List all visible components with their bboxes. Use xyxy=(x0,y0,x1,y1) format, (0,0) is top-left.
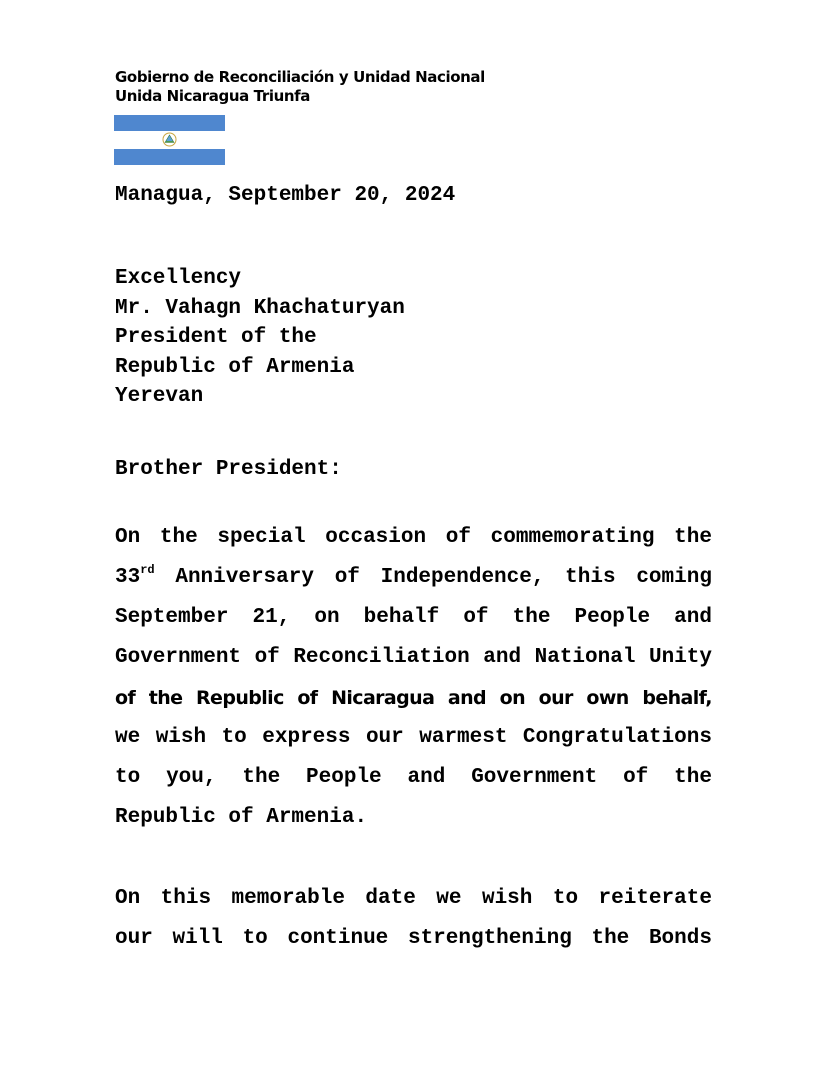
word: of xyxy=(115,687,136,709)
body-paragraph-2 xyxy=(115,879,712,959)
word: the xyxy=(242,766,281,789)
word: date xyxy=(365,887,416,910)
paragraph-line xyxy=(115,678,712,718)
paragraph-line xyxy=(115,518,712,558)
word: the xyxy=(674,766,712,789)
address-line: Mr. Vahagn Khachaturyan xyxy=(115,296,405,320)
word: we xyxy=(436,887,462,910)
word: this xyxy=(565,566,616,589)
paragraph-line xyxy=(115,638,712,678)
word: express xyxy=(262,726,351,749)
paragraph-line xyxy=(115,758,712,798)
word: of xyxy=(297,687,318,709)
word: to xyxy=(221,726,247,749)
word: on xyxy=(499,687,526,709)
word: the xyxy=(159,526,198,549)
word: and xyxy=(483,646,522,669)
word: on xyxy=(314,606,340,629)
address-line: Excellency xyxy=(115,267,242,290)
word: of xyxy=(254,646,280,669)
word: People xyxy=(574,606,651,629)
word: 21, xyxy=(252,606,291,629)
word: of xyxy=(445,526,471,549)
word: coming xyxy=(636,566,712,589)
word: the xyxy=(148,687,183,709)
word: Congratulations xyxy=(522,726,712,749)
paragraph-line xyxy=(115,718,712,758)
ordinal-suffix: rd xyxy=(140,563,155,577)
letterhead-motto: Unida Nicaragua Triunfa xyxy=(115,87,310,105)
letterhead xyxy=(115,68,485,106)
letterhead-government-name: Gobierno de Reconciliación y Unidad Nacional xyxy=(115,68,485,86)
nicaragua-flag-icon xyxy=(114,115,225,165)
word: Bonds xyxy=(648,927,712,950)
word: behalf xyxy=(363,606,440,629)
word: September xyxy=(115,606,229,629)
word: Unity xyxy=(648,646,712,669)
word: the xyxy=(512,606,551,629)
paragraph-line xyxy=(115,598,712,638)
word: Reconciliation xyxy=(293,646,470,669)
paragraph-line: Republic of Armenia. xyxy=(115,806,368,829)
word: our xyxy=(115,927,153,950)
paragraph-line xyxy=(115,879,712,919)
word: continue xyxy=(287,927,389,950)
recipient-address xyxy=(115,264,405,412)
word: of xyxy=(623,766,649,789)
word: to xyxy=(242,927,268,950)
paragraph-line xyxy=(115,558,712,598)
word: strengthening xyxy=(407,927,572,950)
word: People xyxy=(306,766,382,789)
flag-bottom-band xyxy=(114,149,225,165)
address-line: President of the xyxy=(115,326,317,349)
word: and xyxy=(674,606,712,629)
word: Independence, xyxy=(380,566,545,589)
address-line: Republic of Armenia xyxy=(115,355,355,379)
letter-date: Managua, September 20, 2024 xyxy=(115,184,456,207)
word: National xyxy=(534,646,636,669)
word: Government xyxy=(115,646,242,669)
word: On xyxy=(115,887,141,910)
word: wish xyxy=(481,887,533,910)
word: to xyxy=(552,887,579,910)
word: you, xyxy=(166,766,217,789)
word: On xyxy=(115,526,141,549)
word: the xyxy=(591,927,630,950)
word: reiterate xyxy=(598,887,712,910)
coat-of-arms-icon xyxy=(162,132,177,147)
word: Government xyxy=(471,766,598,789)
word: warmest xyxy=(419,726,508,749)
body-paragraph-1 xyxy=(115,518,712,838)
word: our xyxy=(365,726,404,749)
salutation: Brother President: xyxy=(115,458,342,481)
word: this xyxy=(160,887,212,910)
word: own xyxy=(586,687,629,709)
word: memorable xyxy=(231,887,345,910)
word: occasion xyxy=(325,526,427,549)
word: Anniversary xyxy=(175,566,314,589)
flag-top-band xyxy=(114,115,225,131)
word: will xyxy=(172,927,223,950)
word: our xyxy=(538,687,573,709)
word: wish xyxy=(155,726,207,749)
word: the xyxy=(674,526,712,549)
word: to xyxy=(115,766,141,789)
word: we xyxy=(115,726,141,749)
word: behalf, xyxy=(642,687,712,709)
word: and xyxy=(447,687,487,709)
word: of xyxy=(334,566,360,589)
paragraph-line xyxy=(115,919,712,959)
word: commemorating xyxy=(490,526,655,549)
address-line: Yerevan xyxy=(115,385,204,408)
ordinal-number: 33rd xyxy=(115,563,155,589)
word: Nicaragua xyxy=(331,687,435,709)
word: Republic xyxy=(196,687,284,709)
word: special xyxy=(217,526,306,549)
word: and xyxy=(407,766,446,789)
word: of xyxy=(463,606,489,629)
